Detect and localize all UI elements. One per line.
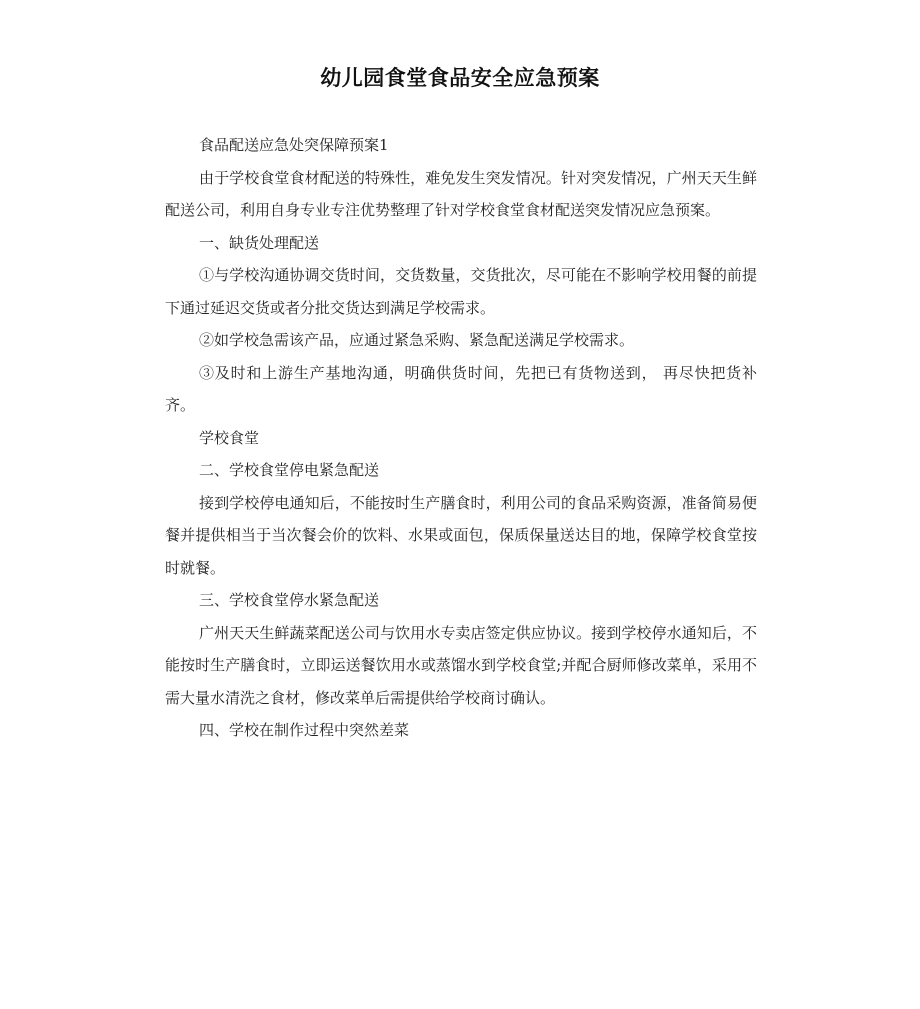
section-heading-water-outage: 三、学校食堂停水紧急配送 — [199, 591, 380, 609]
paragraph-shortage-3: ③及时和上游生产基地沟通，明确供货时间，先把已有货物送到， 再尽快把货补齐。 — [165, 363, 757, 414]
section-heading-missing-dishes: 四、学校在制作过程中突然差菜 — [199, 721, 410, 739]
paragraph-intro: 由于学校食堂食材配送的特殊性，难免发生突发情况。针对突发情况，广州天天生鲜配送公司，利用自身专业专注优势整理了针对学校食堂食材配送突发情况应急预案。 — [165, 168, 757, 219]
paragraph-shortage-1: ①与学校沟通协调交货时间，交货数量，交货批次，尽可能在不影响学校用餐的前提下通过延迟交货或者分批交货达到满足学校需求。 — [165, 266, 757, 317]
paragraph-power-outage: 接到学校停电通知后，不能按时生产膳食时，利用公司的食品采购资源，准备简易便餐并提供相当于当次餐会价的饮料、水果或面包，保质保量送达目的地，保障学校食堂按时就餐。 — [165, 493, 757, 577]
document-body — [165, 129, 757, 747]
paragraph-plan-heading: 食品配送应急处突保障预案1 — [199, 136, 389, 154]
section-heading-power-outage: 二、学校食堂停电紧急配送 — [199, 461, 380, 479]
section-heading-shortage: 一、缺货处理配送 — [199, 233, 320, 252]
paragraph-school-canteen: 学校食堂 — [199, 428, 260, 447]
paragraph-shortage-2: ②如学校急需该产品，应通过紧急采购、紧急配送满足学校需求。 — [199, 331, 635, 349]
document-title: 幼儿园食堂食品安全应急预案 — [320, 66, 600, 90]
paragraph-water-outage: 广州天天生鲜蔬菜配送公司与饮用水专卖店签定供应协议。接到学校停水通知后，不能按时生产膳食时，立即运送餐饮用水或蒸馏水到学校食堂;并配合厨师修改菜单，采用不需大量水清洗之食材，修改菜单后需提供给学校商讨确认。 — [165, 623, 757, 707]
